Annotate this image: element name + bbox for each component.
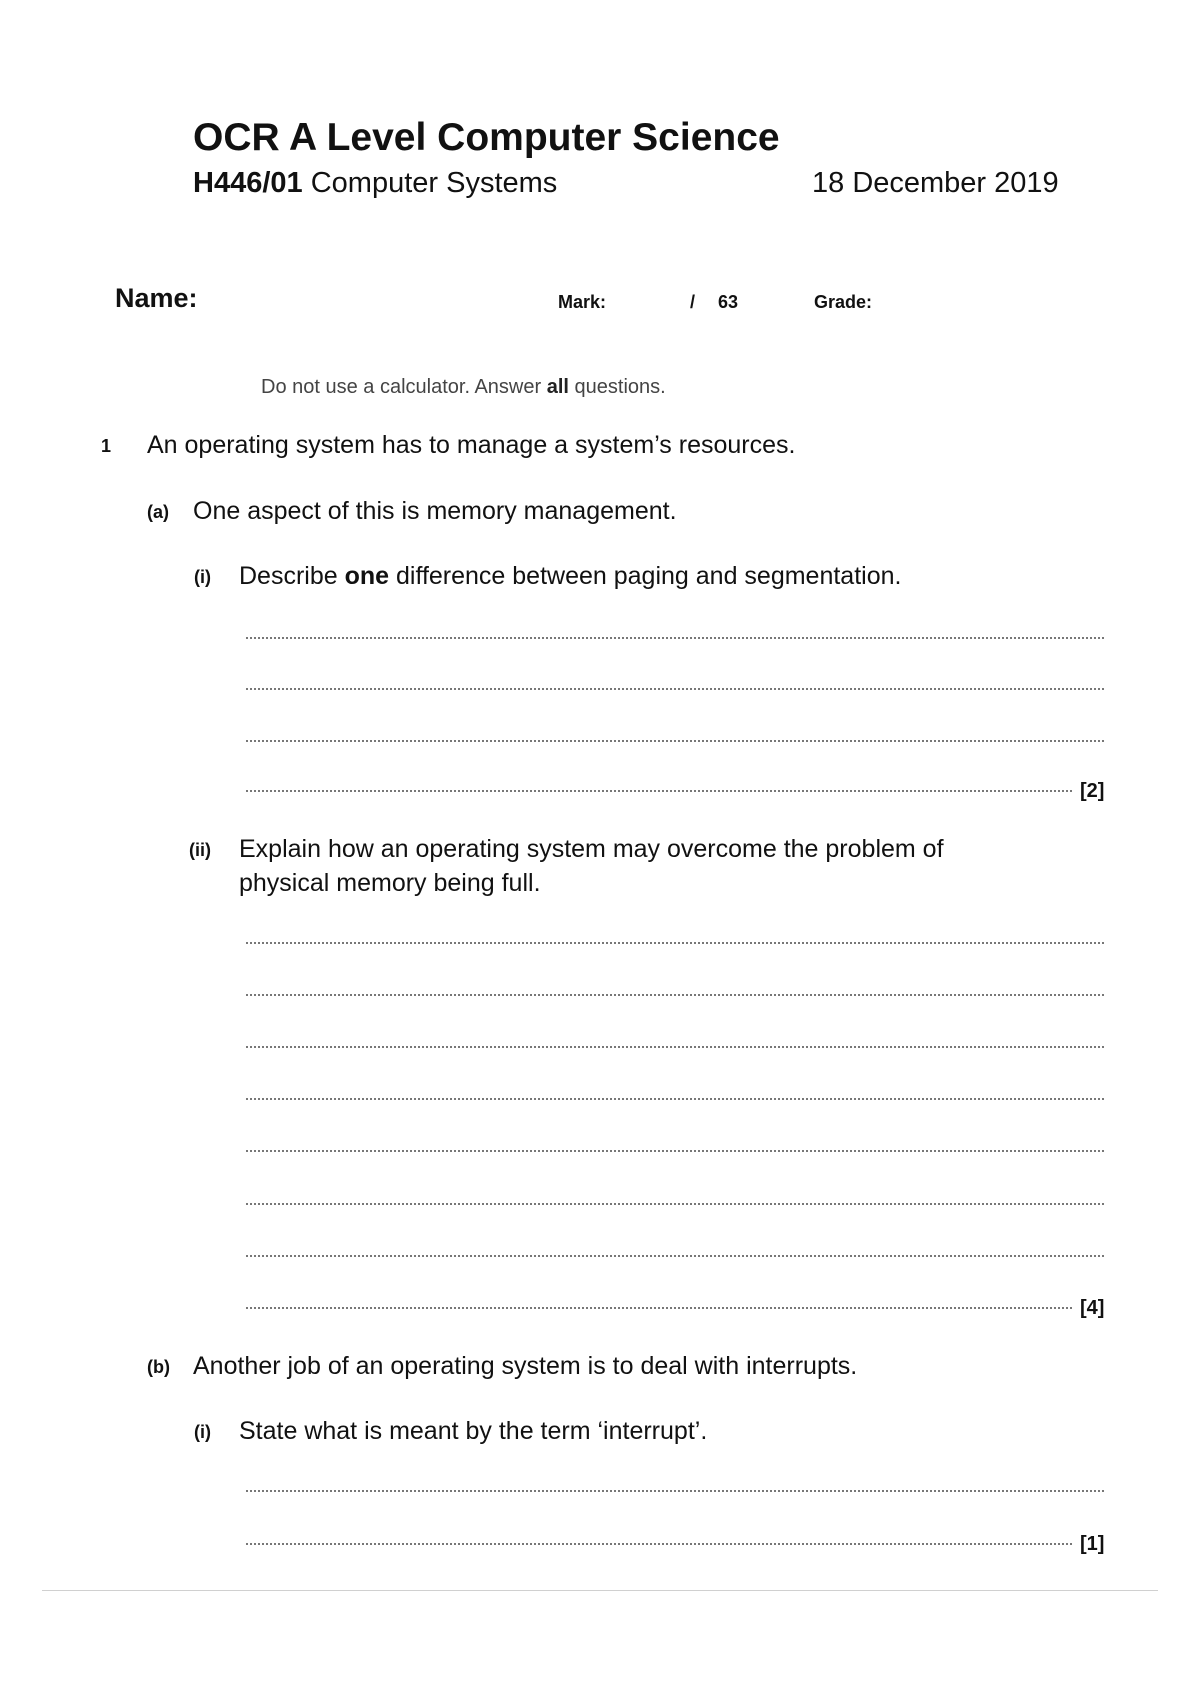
- part-a-ii-text-line1: Explain how an operating system may overcome the problem of: [239, 835, 944, 863]
- part-a-i-text-emphasis: one: [344, 562, 390, 590]
- instructions-emphasis: all: [546, 376, 569, 398]
- paper-code: H446/01: [193, 167, 303, 199]
- part-a-i-label: (i): [194, 567, 211, 587]
- part-a-text: One aspect of this is memory management.: [193, 497, 677, 525]
- part-b-label: (b): [147, 1357, 170, 1377]
- answer-line[interactable]: [246, 1203, 1104, 1205]
- answer-line[interactable]: [246, 1490, 1104, 1492]
- mark-label: Mark:: [558, 292, 607, 312]
- answer-line[interactable]: [246, 637, 1104, 639]
- paper-name: Computer Systems: [310, 167, 558, 199]
- answer-line[interactable]: [246, 688, 1104, 690]
- footer-divider: [42, 1590, 1158, 1591]
- answer-line[interactable]: [246, 994, 1104, 996]
- instructions: [261, 376, 666, 399]
- name-label: Name:: [115, 283, 198, 313]
- part-a-i-text-before: Describe: [239, 562, 345, 590]
- part-b-i-label: (i): [194, 1422, 211, 1442]
- part-b-i-text: State what is meant by the term ‘interrupt’.: [239, 1417, 708, 1445]
- part-a-ii-label: (ii): [189, 840, 211, 860]
- answer-line[interactable]: [246, 790, 1072, 792]
- exam-title: OCR A Level Computer Science: [193, 116, 780, 159]
- grade-label: Grade:: [814, 292, 873, 312]
- marks-b-i: [1]: [1080, 1533, 1105, 1555]
- answer-line[interactable]: [246, 1098, 1104, 1100]
- part-a-i-text-after: difference between paging and segmentation.: [389, 562, 902, 590]
- instructions-after: questions.: [568, 376, 666, 398]
- part-a-ii-text-line2: physical memory being full.: [239, 869, 541, 897]
- answer-line[interactable]: [246, 740, 1104, 742]
- marks-a-i: [2]: [1080, 780, 1105, 802]
- answer-line[interactable]: [246, 1150, 1104, 1152]
- mark-total: 63: [718, 292, 739, 312]
- answer-line[interactable]: [246, 942, 1104, 944]
- answer-line[interactable]: [246, 1046, 1104, 1048]
- answer-line[interactable]: [246, 1255, 1104, 1257]
- instructions-before: Do not use a calculator. Answer: [261, 376, 547, 398]
- marks-a-ii: [4]: [1080, 1297, 1105, 1319]
- question-text: An operating system has to manage a system’s resources.: [147, 431, 796, 459]
- exam-date: 18 December 2019: [812, 167, 1059, 199]
- answer-line[interactable]: [246, 1307, 1072, 1309]
- question-number: 1: [101, 436, 112, 456]
- answer-line[interactable]: [246, 1543, 1072, 1545]
- part-b-text: Another job of an operating system is to deal with interrupts.: [193, 1352, 858, 1380]
- part-a-label: (a): [147, 502, 169, 522]
- part-a-i-text: [239, 559, 901, 593]
- mark-slash: /: [690, 292, 696, 312]
- paper-subtitle: [193, 167, 557, 200]
